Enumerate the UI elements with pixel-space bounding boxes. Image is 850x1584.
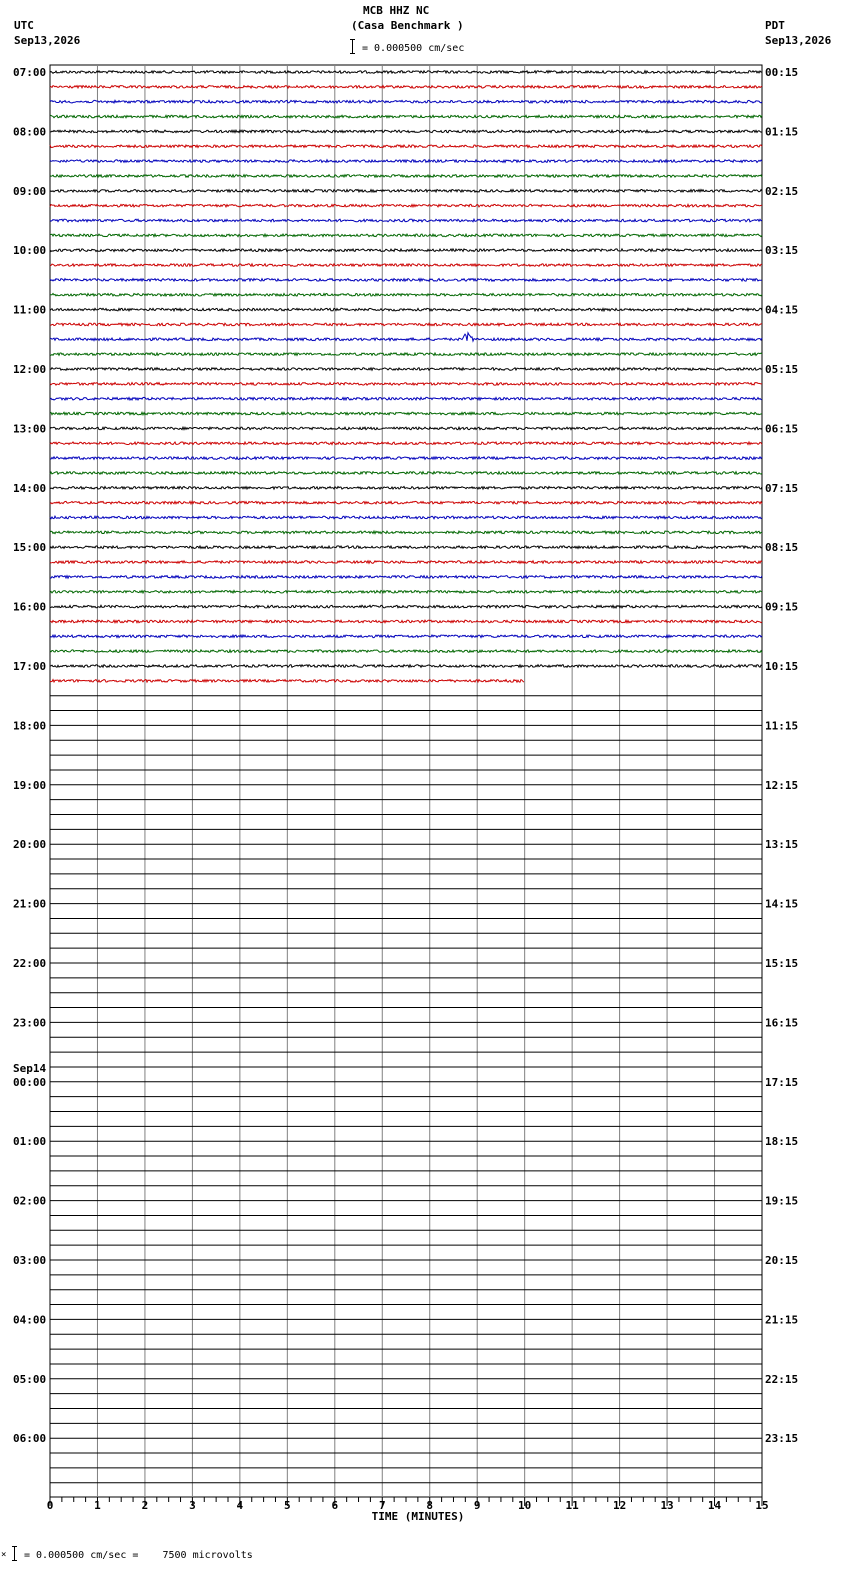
x-tick-label: 8 [426,1499,434,1512]
left-hour-label: 11:00 [13,303,47,317]
left-hour-label: 12:00 [13,363,47,376]
seismic-trace [50,635,762,638]
site-title: (Casa Benchmark ) [351,19,464,32]
left-hour-label: 19:00 [13,778,47,792]
seismic-trace [50,501,762,504]
seismic-trace [50,591,762,594]
left-hour-label: 07:00 [13,66,47,79]
seismic-trace [50,412,762,415]
seismic-trace [50,620,762,623]
seismic-trace [50,323,762,326]
seismic-trace [50,605,762,608]
seismic-trace [50,100,762,103]
seismic-trace [50,665,762,668]
x-tick-label: 10 [518,1499,532,1512]
seismic-trace [50,145,762,148]
seismic-trace [50,219,762,222]
right-hour-label: 01:15 [765,125,799,139]
right-hour-label: 12:15 [765,778,799,792]
left-hour-label: 01:00 [13,1135,47,1149]
left-hour-label: 17:00 [13,660,47,673]
seismic-trace [50,249,762,252]
right-hour-label: 03:15 [765,244,799,258]
seismic-trace [50,353,762,356]
seismic-trace [50,264,762,267]
right-hour-label: 07:15 [765,481,799,495]
x-tick-label: 12 [612,1499,627,1512]
seismic-trace [50,516,762,519]
left-date-label: Sep14 [13,1061,47,1075]
left-hour-label: 13:00 [13,422,47,436]
left-hour-label: 09:00 [13,184,47,198]
seismic-trace [50,333,762,341]
seismic-trace [50,204,762,207]
right-hour-label: 11:15 [765,719,799,733]
x-tick-label: 15 [755,1499,769,1512]
right-hour-label: 17:15 [765,1075,799,1089]
left-hour-label: 23:00 [13,1016,47,1030]
x-tick-label: 7 [378,1499,386,1512]
seismic-trace [50,190,762,193]
seismic-trace [50,457,762,460]
right-hour-label: 04:15 [765,303,799,317]
x-tick-label: 14 [707,1499,722,1512]
x-tick-label: 1 [94,1499,101,1512]
right-hour-label: 08:15 [765,541,799,555]
right-date: Sep13,2026 [765,34,832,47]
station-title: MCB HHZ NC [363,4,430,17]
left-date: Sep13,2026 [14,34,81,47]
x-tick-label: 13 [660,1499,674,1512]
left-hour-label: 02:00 [13,1194,47,1208]
seismic-trace [50,561,762,564]
x-tick-label: 11 [565,1499,579,1512]
left-hour-label: 22:00 [13,957,47,970]
seismic-trace [50,487,762,490]
seismic-trace [50,546,762,549]
seismic-trace [50,86,762,89]
seismic-trace [50,383,762,386]
right-hour-label: 00:15 [765,66,799,79]
left-hour-label: 18:00 [13,719,47,733]
left-hour-label: 04:00 [13,1313,47,1327]
left-hour-label: 21:00 [13,897,47,911]
x-tick-label: 9 [473,1499,481,1512]
right-hour-label: 18:15 [765,1135,799,1149]
footer-marker: × [1,1550,7,1560]
scale-label: = 0.000500 cm/sec [362,43,465,54]
right-hour-label: 02:15 [765,184,799,198]
x-axis-label: TIME (MINUTES) [371,1510,465,1523]
left-hour-label: 06:00 [13,1432,47,1446]
seismic-trace [50,427,762,430]
left-hour-label: 20:00 [13,838,47,852]
right-hour-label: 22:15 [765,1372,799,1386]
seismic-trace [50,279,762,282]
seismic-trace [50,175,762,178]
right-hour-label: 05:15 [765,363,799,376]
footer-scale-label: = 0.000500 cm/sec = 7500 microvolts [24,1550,253,1561]
x-tick-label: 6 [331,1499,339,1512]
seismic-trace [50,368,762,371]
right-hour-label: 23:15 [765,1432,799,1446]
seismic-trace [50,130,762,133]
seismic-trace [50,160,762,163]
right-hour-label: 21:15 [765,1313,799,1327]
seismic-trace [50,397,762,400]
left-hour-label: 08:00 [13,125,47,139]
x-tick-label: 5 [284,1499,291,1512]
right-hour-label: 20:15 [765,1254,799,1267]
left-hour-label: 10:00 [13,244,47,258]
right-hour-label: 06:15 [765,422,799,436]
right-hour-label: 09:15 [765,600,799,614]
seismic-trace [50,115,762,118]
left-hour-label: 00:00 [13,1075,47,1089]
seismic-trace [50,308,762,311]
seismic-trace [50,650,762,653]
left-timezone: UTC [14,19,34,32]
right-hour-label: 14:15 [765,897,799,911]
seismic-trace [50,294,762,297]
right-hour-label: 10:15 [765,660,799,673]
seismic-trace [50,442,762,445]
seismic-trace [50,472,762,475]
x-tick-label: 3 [189,1499,196,1512]
right-hour-label: 15:15 [765,957,799,970]
left-hour-label: 14:00 [13,481,47,495]
seismic-trace [50,576,762,579]
left-hour-label: 05:00 [13,1372,47,1386]
left-hour-label: 03:00 [13,1254,47,1267]
right-hour-label: 19:15 [765,1194,799,1208]
seismic-trace [50,234,762,237]
seismic-trace [50,71,762,74]
right-hour-label: 16:15 [765,1016,799,1030]
right-hour-label: 13:15 [765,838,799,852]
right-timezone: PDT [765,19,785,32]
seismic-trace [50,531,762,534]
x-tick-label: 2 [141,1499,149,1512]
x-tick-label: 0 [46,1499,54,1512]
left-hour-label: 16:00 [13,600,47,614]
left-hour-label: 15:00 [13,541,47,555]
x-tick-label: 4 [236,1499,244,1512]
footer-scale-bar-icon [14,1546,15,1561]
